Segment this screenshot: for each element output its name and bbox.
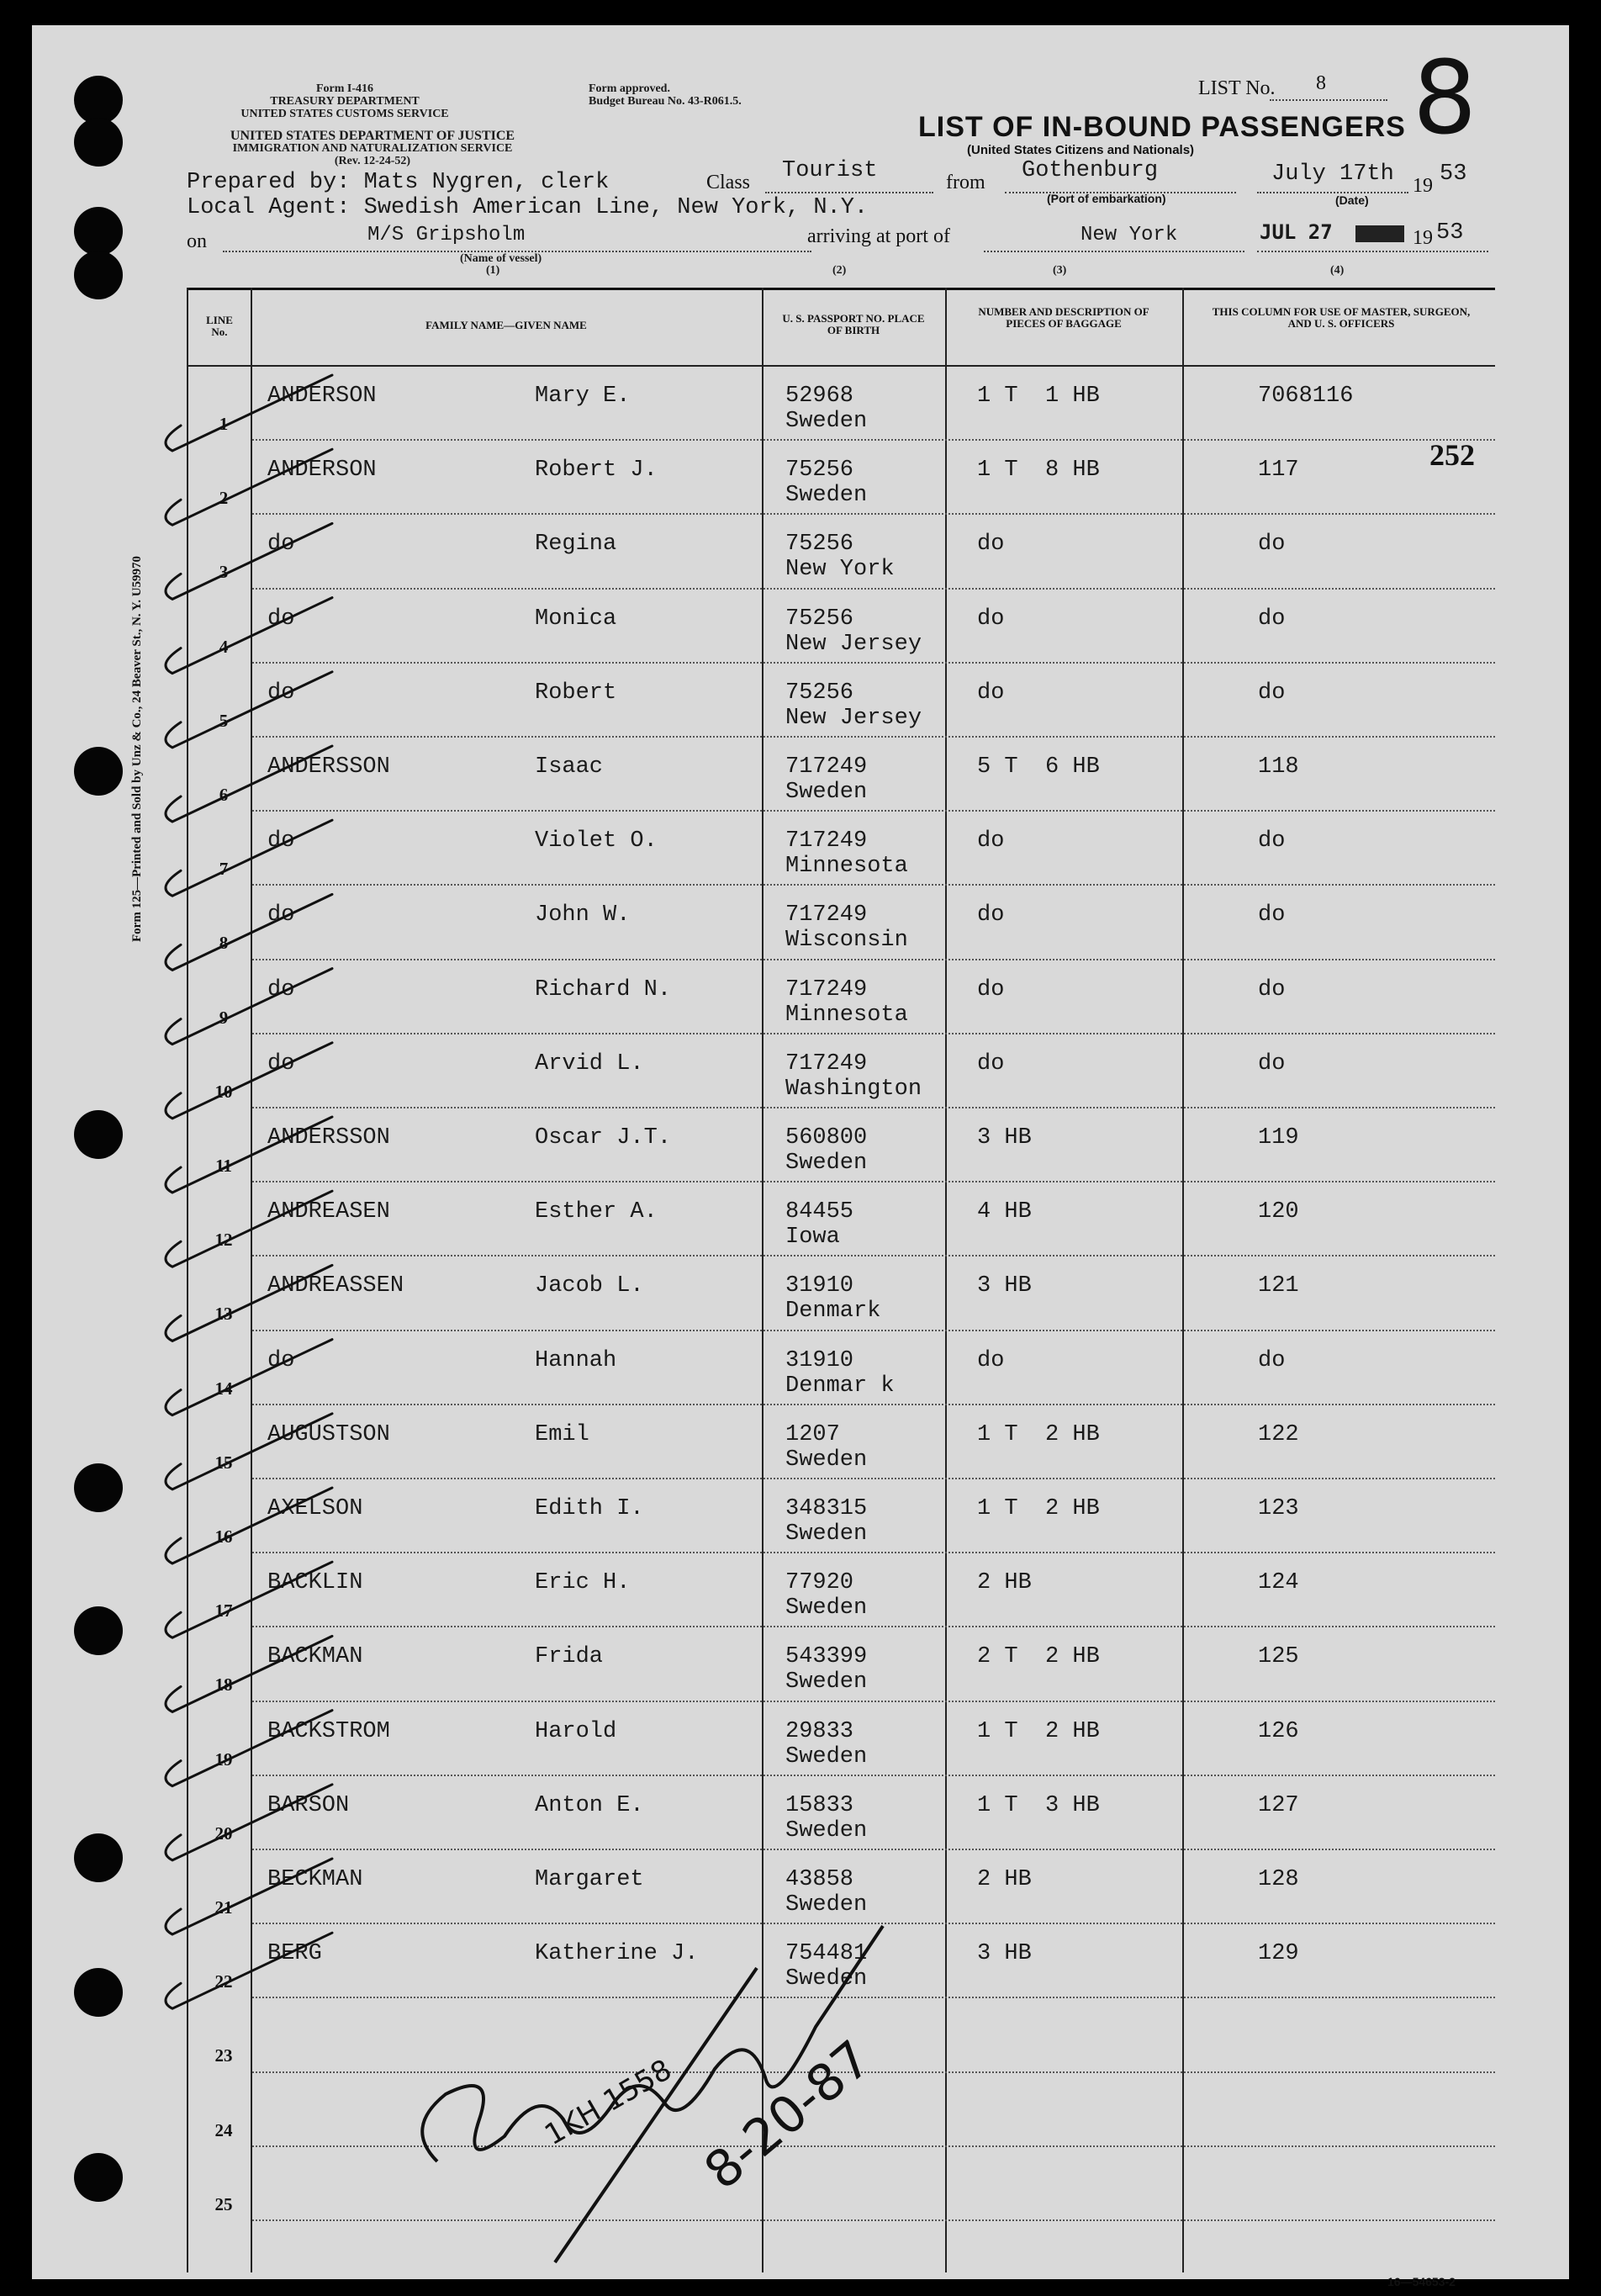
line-number: 24 xyxy=(214,2119,233,2140)
row-separator xyxy=(252,1997,1495,1998)
treasury-dept: TREASURY DEPARTMENT xyxy=(270,95,420,108)
row-separator xyxy=(252,2219,1495,2221)
row-separator xyxy=(252,662,1495,664)
line-number: 5 xyxy=(219,710,229,731)
row-separator xyxy=(252,736,1495,738)
col-divider-2 xyxy=(762,288,764,2272)
given-name: Robert J. xyxy=(535,458,658,484)
place-of-birth: Minnesota xyxy=(785,1002,908,1028)
baggage: do xyxy=(977,606,1005,632)
line-number: 25 xyxy=(214,2193,233,2214)
table-top-rule xyxy=(187,288,1495,290)
line-number: 23 xyxy=(214,2045,233,2066)
place-of-birth: Sweden xyxy=(785,1151,868,1176)
col-divider-3 xyxy=(945,288,947,2272)
given-name: Mary E. xyxy=(535,384,631,409)
family-name: ANDERSSON xyxy=(267,754,390,780)
officer-number: 123 xyxy=(1258,1496,1299,1521)
place-of-birth: Sweden xyxy=(785,1892,868,1918)
baggage: do xyxy=(977,976,1005,1003)
binder-hole xyxy=(74,1110,123,1159)
line-number: 14 xyxy=(214,1378,233,1399)
officer-number: 125 xyxy=(1258,1644,1299,1670)
row-separator xyxy=(252,810,1495,812)
given-name: Isaac xyxy=(535,754,604,780)
passport-no: 52968 xyxy=(785,384,854,409)
binder-hole xyxy=(74,1833,123,1882)
family-name: ANDREASEN xyxy=(267,1199,390,1225)
baggage: do xyxy=(977,902,1005,928)
given-name: Harold xyxy=(535,1718,617,1744)
officer-number: 118 xyxy=(1258,754,1299,780)
row-separator xyxy=(252,1701,1495,1702)
passport-no: 560800 xyxy=(785,1125,868,1151)
year-prefix-arrival: 19 xyxy=(1413,227,1433,249)
baggage: 5 T 6 HB xyxy=(977,754,1100,780)
given-name: Eric H. xyxy=(535,1570,631,1596)
baggage: do xyxy=(977,532,1005,558)
prepared-by: Prepared by: Mats Nygren, clerk xyxy=(187,170,610,195)
given-name: Frida xyxy=(535,1644,604,1670)
officer-number: do xyxy=(1258,828,1286,854)
date-embarkation: July 17th xyxy=(1271,161,1394,187)
given-name: Jacob L. xyxy=(535,1273,644,1299)
place-of-birth: Washington xyxy=(785,1076,922,1102)
passport-no: 75256 xyxy=(785,458,854,484)
col-header-officers: THIS COLUMN FOR USE OF MASTER, SURGEON, AND U. S. OFFICERS xyxy=(1212,305,1471,330)
row-separator xyxy=(252,1255,1495,1256)
row-separator xyxy=(252,959,1495,960)
family-name: do xyxy=(267,1050,295,1077)
place-of-birth: Denmark xyxy=(785,1299,881,1325)
family-name: AXELSON xyxy=(267,1496,363,1521)
handwritten-note-2: 8-20-87 xyxy=(693,2029,883,2202)
row-separator xyxy=(252,1552,1495,1553)
baggage: 1 T 2 HB xyxy=(977,1421,1100,1447)
year-prefix: 19 xyxy=(1413,175,1433,197)
list-no-label: LIST No. xyxy=(1198,77,1276,99)
passport-no: 77920 xyxy=(785,1570,854,1596)
officer-number: do xyxy=(1258,532,1286,558)
binder-hole xyxy=(74,1968,123,2017)
line-number: 4 xyxy=(219,636,229,657)
family-name: do xyxy=(267,532,295,558)
passport-no: 75256 xyxy=(785,532,854,558)
officer-number: 121 xyxy=(1258,1273,1299,1299)
line-number: 19 xyxy=(214,1748,233,1770)
officer-number: 129 xyxy=(1258,1941,1299,1967)
line-number: 17 xyxy=(214,1600,233,1621)
date-stamp-blot xyxy=(1355,225,1404,242)
place-of-birth: Denmar k xyxy=(785,1373,895,1399)
baggage: 3 HB xyxy=(977,1273,1032,1299)
port-embarkation: Gothenburg xyxy=(1022,158,1159,183)
budget-bureau: Budget Bureau No. 43-R061.5. xyxy=(589,95,742,108)
row-separator xyxy=(252,588,1495,590)
given-name: Arvid L. xyxy=(535,1050,644,1077)
page-title: LIST OF IN-BOUND PASSENGERS xyxy=(918,111,1406,143)
baggage: 1 T 3 HB xyxy=(977,1792,1100,1818)
family-name: BACKSTROM xyxy=(267,1718,390,1744)
family-name: BACKLIN xyxy=(267,1570,363,1596)
list-no-line xyxy=(1270,99,1387,101)
line-number: 16 xyxy=(214,1526,233,1547)
ins-name: IMMIGRATION AND NATURALIZATION SERVICE xyxy=(232,142,513,155)
col-divider-4 xyxy=(1182,288,1184,2272)
passport-no: 717249 xyxy=(785,902,868,928)
line-number: 13 xyxy=(214,1304,233,1325)
officer-number: 122 xyxy=(1258,1421,1299,1447)
line-number: 15 xyxy=(214,1452,233,1473)
officer-number: 120 xyxy=(1258,1199,1299,1225)
line-number: 20 xyxy=(214,1823,233,1844)
arriving-label: arriving at port of xyxy=(807,225,950,247)
line-number: 21 xyxy=(214,1897,233,1918)
line-number: 22 xyxy=(214,1971,233,1992)
family-name: do xyxy=(267,902,295,928)
given-name: Regina xyxy=(535,532,617,558)
customs-service: UNITED STATES CUSTOMS SERVICE xyxy=(240,108,449,120)
form-number: Form I-416 xyxy=(315,82,374,95)
passport-no: 717249 xyxy=(785,754,868,780)
place-of-birth: Wisconsin xyxy=(785,928,908,954)
baggage: do xyxy=(977,828,1005,854)
row-separator xyxy=(252,884,1495,886)
arrival-port-line xyxy=(984,251,1244,252)
row-separator xyxy=(252,1107,1495,1108)
baggage: 4 HB xyxy=(977,1199,1032,1225)
baggage: 3 HB xyxy=(977,1125,1032,1151)
place-of-birth: Iowa xyxy=(785,1225,840,1251)
passport-no: 754481 xyxy=(785,1941,868,1967)
family-name: BARSON xyxy=(267,1792,350,1818)
class-value: Tourist xyxy=(782,158,878,183)
given-name: Edith I. xyxy=(535,1496,644,1521)
row-separator xyxy=(252,1775,1495,1776)
year-arrival: 53 xyxy=(1436,220,1464,246)
on-label: on xyxy=(187,230,207,252)
line-number: 10 xyxy=(214,1081,233,1102)
family-name: BECKMAN xyxy=(267,1867,363,1892)
printer-imprint: Form 125—Printed and Sold by Unz & Co., 24 Beaver St., N. Y. U59970 xyxy=(130,555,144,942)
officer-number: do xyxy=(1258,606,1286,632)
binder-hole xyxy=(74,747,123,796)
officer-number: do xyxy=(1258,1347,1286,1373)
row-separator xyxy=(252,1033,1495,1034)
row-separator xyxy=(252,1626,1495,1627)
passport-no: 543399 xyxy=(785,1644,868,1670)
year-embarkation: 53 xyxy=(1440,161,1467,187)
given-name: Robert xyxy=(535,680,617,706)
place-of-birth: Sweden xyxy=(785,1521,868,1547)
family-name: ANDERSSON xyxy=(267,1125,390,1151)
family-name: do xyxy=(267,680,295,706)
baggage: 1 T 8 HB xyxy=(977,458,1100,484)
officer-number: do xyxy=(1258,1050,1286,1077)
given-name: Katherine J. xyxy=(535,1941,699,1967)
date-arrival-stamp: JUL 27 xyxy=(1260,220,1333,244)
table-left-border xyxy=(187,288,188,2272)
given-name: Violet O. xyxy=(535,828,658,854)
binder-hole xyxy=(74,251,123,299)
line-number: 8 xyxy=(219,933,229,954)
place-of-birth: Sweden xyxy=(785,780,868,805)
place-of-birth: Minnesota xyxy=(785,854,908,880)
col-num-2: (2) xyxy=(832,264,847,277)
baggage: 1 T 2 HB xyxy=(977,1496,1100,1521)
baggage: 2 HB xyxy=(977,1570,1032,1596)
passport-no: 84455 xyxy=(785,1199,854,1225)
passport-no: 1207 xyxy=(785,1421,840,1447)
given-name: Monica xyxy=(535,606,617,632)
binder-hole xyxy=(74,118,123,167)
passport-no: 29833 xyxy=(785,1718,854,1744)
revision: (Rev. 12-24-52) xyxy=(334,155,411,167)
justice-dept: UNITED STATES DEPARTMENT OF JUSTICE xyxy=(230,129,515,143)
place-of-birth: Sweden xyxy=(785,1966,868,1992)
officer-number: do xyxy=(1258,680,1286,706)
row-separator xyxy=(252,2145,1495,2147)
given-name: John W. xyxy=(535,902,631,928)
justice-header xyxy=(183,130,562,167)
place-of-birth: Sweden xyxy=(785,1817,868,1844)
passport-no: 31910 xyxy=(785,1347,854,1373)
family-name: do xyxy=(267,606,295,632)
passport-no: 43858 xyxy=(785,1867,854,1892)
passport-no: 717249 xyxy=(785,828,868,854)
approval-block xyxy=(589,82,742,108)
passport-no: 717249 xyxy=(785,976,868,1003)
place-of-birth: Sweden xyxy=(785,1595,868,1621)
local-agent: Local Agent: Swedish American Line, New York, N.Y. xyxy=(187,195,869,220)
handwritten-note-1: 1KH 1558 xyxy=(539,2052,678,2153)
table-header-rule xyxy=(187,365,1495,367)
line-number: 6 xyxy=(219,785,229,805)
given-name: Margaret xyxy=(535,1867,644,1892)
col-divider-1 xyxy=(251,288,252,2272)
family-name: do xyxy=(267,976,295,1003)
from-label: from xyxy=(946,172,985,193)
place-of-birth: Sweden xyxy=(785,483,868,509)
row-separator xyxy=(252,513,1495,515)
vessel-name: M/S Gripsholm xyxy=(367,224,526,246)
passport-no: 348315 xyxy=(785,1496,868,1521)
officer-number: do xyxy=(1258,902,1286,928)
place-of-birth: Sweden xyxy=(785,1743,868,1770)
family-name: do xyxy=(267,828,295,854)
officer-number: 127 xyxy=(1258,1792,1299,1818)
list-no-value: 8 xyxy=(1316,72,1326,94)
row-separator xyxy=(252,439,1495,441)
stamp-number: 252 xyxy=(1429,438,1475,472)
family-name: BERG xyxy=(267,1941,322,1967)
col-num-4: (4) xyxy=(1330,264,1345,277)
row-separator xyxy=(252,1849,1495,1850)
line-number: 7 xyxy=(219,859,229,880)
place-of-birth: New Jersey xyxy=(785,631,922,657)
family-name: ANDERSON xyxy=(267,458,377,484)
baggage: 3 HB xyxy=(977,1941,1032,1967)
baggage: 1 T 1 HB xyxy=(977,384,1100,409)
date-line xyxy=(1257,192,1408,193)
given-name: Oscar J.T. xyxy=(535,1125,672,1151)
col-header-baggage: NUMBER AND DESCRIPTION OF PIECES OF BAGGAGE xyxy=(978,305,1149,330)
page-subtitle: (United States Citizens and Nationals) xyxy=(967,143,1195,157)
given-name: Esther A. xyxy=(535,1199,658,1225)
baggage: do xyxy=(977,1347,1005,1373)
given-name: Richard N. xyxy=(535,976,672,1003)
line-number: 18 xyxy=(214,1674,233,1696)
port-arrival: New York xyxy=(1081,224,1178,246)
place-of-birth: Sweden xyxy=(785,409,868,434)
row-separator xyxy=(252,1181,1495,1182)
footer-code: 16—54653-2 xyxy=(1387,2275,1456,2288)
family-name: AUGUSTSON xyxy=(267,1421,390,1447)
line-number: 3 xyxy=(219,562,229,583)
place-of-birth: New York xyxy=(785,557,895,583)
form-approved: Form approved. xyxy=(589,82,670,95)
date-caption: (Date) xyxy=(1335,193,1369,207)
family-name: ANDREASSEN xyxy=(267,1273,404,1299)
passport-no: 717249 xyxy=(785,1050,868,1077)
row-separator xyxy=(252,1923,1495,1924)
port-embarkation-caption: (Port of embarkation) xyxy=(1047,192,1166,205)
place-of-birth: Sweden xyxy=(785,1447,868,1473)
line-number: 9 xyxy=(219,1007,229,1028)
passport-no: 31910 xyxy=(785,1273,854,1299)
binder-hole xyxy=(74,1606,123,1655)
line-number: 2 xyxy=(219,488,229,509)
officer-number: 117 xyxy=(1258,458,1299,484)
row-separator xyxy=(252,1330,1495,1331)
given-name: Hannah xyxy=(535,1347,617,1373)
passport-no: 75256 xyxy=(785,680,854,706)
line-number: 11 xyxy=(215,1156,232,1176)
officer-number: 119 xyxy=(1258,1125,1299,1151)
officer-number: 124 xyxy=(1258,1570,1299,1596)
class-line xyxy=(765,192,933,193)
row-separator xyxy=(252,1478,1495,1479)
baggage: 2 T 2 HB xyxy=(977,1644,1100,1670)
line-number: 1 xyxy=(219,414,229,434)
passport-no: 75256 xyxy=(785,606,854,632)
class-label: Class xyxy=(706,172,751,193)
arrival-date-line xyxy=(1257,251,1488,252)
given-name: Anton E. xyxy=(535,1792,644,1818)
officer-number: 126 xyxy=(1258,1718,1299,1744)
place-of-birth: New Jersey xyxy=(785,705,922,731)
col-num-3: (3) xyxy=(1053,264,1067,277)
col-header-line: LINE No. xyxy=(206,314,233,338)
officer-number: 7068116 xyxy=(1258,384,1354,409)
vessel-caption: (Name of vessel) xyxy=(460,252,542,265)
line-number: 12 xyxy=(214,1230,233,1251)
baggage: do xyxy=(977,680,1005,706)
family-name: do xyxy=(267,1347,295,1373)
list-no-handwritten: 8 xyxy=(1413,40,1477,157)
place-of-birth: Sweden xyxy=(785,1669,868,1696)
family-name: BACKMAN xyxy=(267,1644,363,1670)
baggage: do xyxy=(977,1050,1005,1077)
passport-no: 15833 xyxy=(785,1792,854,1818)
col-header-name: FAMILY NAME—GIVEN NAME xyxy=(425,319,587,331)
binder-hole xyxy=(74,207,123,256)
col-header-passport: U. S. PASSPORT NO. PLACE OF BIRTH xyxy=(782,312,925,336)
officer-number: 128 xyxy=(1258,1867,1299,1892)
binder-hole xyxy=(74,1463,123,1512)
officer-number: do xyxy=(1258,976,1286,1003)
binder-hole xyxy=(74,2153,123,2202)
baggage: 2 HB xyxy=(977,1867,1032,1892)
baggage: 1 T 2 HB xyxy=(977,1718,1100,1744)
given-name: Emil xyxy=(535,1421,589,1447)
row-separator xyxy=(252,1404,1495,1405)
family-name: ANDERSON xyxy=(267,384,377,409)
col-num-1: (1) xyxy=(486,264,500,277)
form-header-left xyxy=(235,82,454,120)
